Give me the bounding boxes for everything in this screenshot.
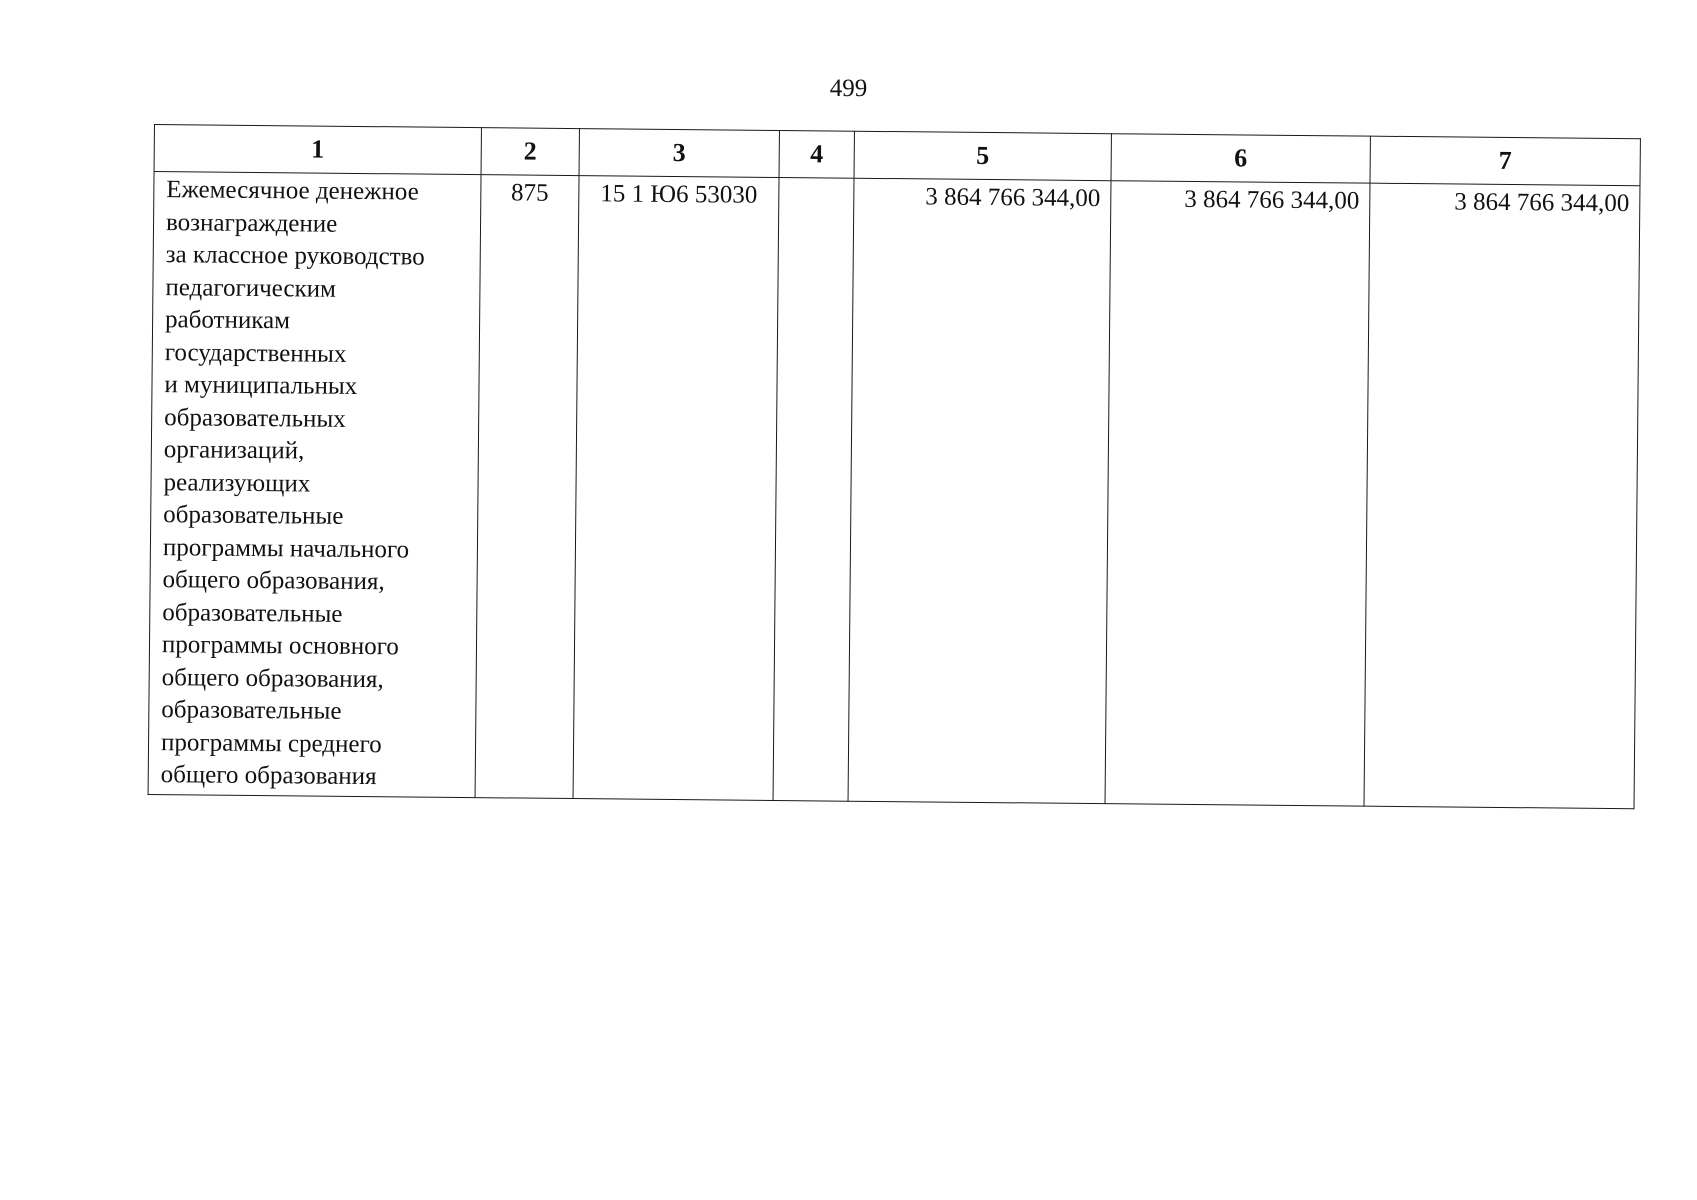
- row-name-cell: Ежемесячное денежное вознаграждение за классное руководство педагогическим работникам государственных и муниципальных образовательных организаций, реализующих образовательные программы начального общего образования, образовательные программы основного общего образования, образовательные программы среднего общего образования: [148, 172, 481, 798]
- row-amount-col7: 3 864 766 344,00: [1364, 183, 1640, 808]
- header-col-5: 5: [854, 131, 1111, 180]
- header-col-1: 1: [154, 125, 481, 175]
- header-col-4: 4: [779, 131, 854, 179]
- page-number: 499: [829, 75, 868, 102]
- row-code-cell: 875: [475, 175, 579, 798]
- row-amount-col6: 3 864 766 344,00: [1105, 181, 1370, 806]
- row-type-cell: [773, 178, 854, 801]
- table-row: [148, 172, 1640, 809]
- row-classification-cell: 15 1 Ю6 53030: [573, 176, 779, 800]
- row-amount-col5: 3 864 766 344,00: [848, 178, 1111, 803]
- header-col-6: 6: [1111, 134, 1370, 183]
- header-col-7: 7: [1370, 136, 1640, 186]
- header-col-2: 2: [481, 128, 579, 176]
- header-col-3: 3: [579, 129, 779, 178]
- budget-table: [148, 124, 1641, 809]
